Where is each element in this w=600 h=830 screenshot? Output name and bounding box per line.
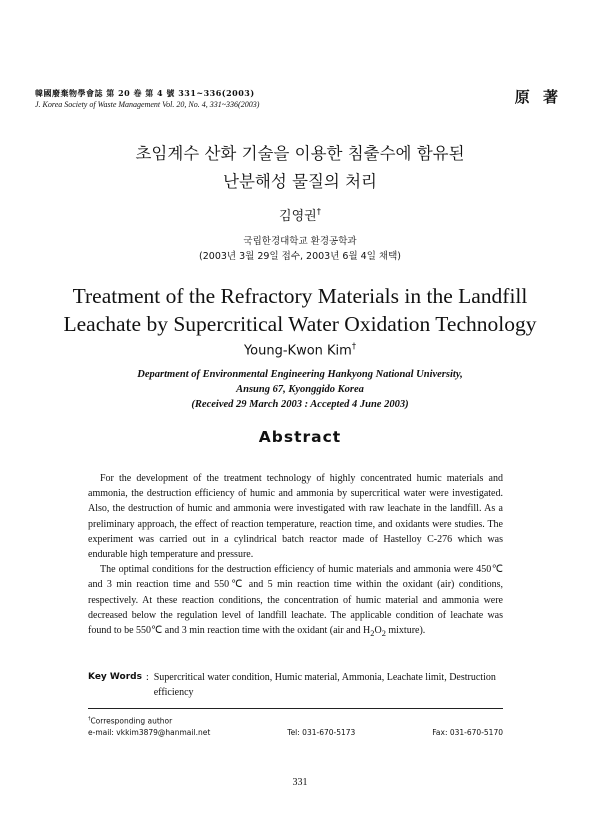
h2o2-subscript-1: 2 bbox=[370, 629, 375, 639]
abstract-paragraph-1: For the development of the treatment technology of highly concentrated humic materials and ammonia, the destruction efficiency of humic and ammonia by supercritical water were investigated. Also, the destruction of humic and ammonia were investigated with raw leachate in the landfill. As a preliminary approach, the effect of reaction temperature, reaction time, and oxidants were studies. The experiment was carried out in a cylindrical batch reactor made of Hastelloy C-276 which was endurable high temperature and pressure. bbox=[88, 473, 503, 561]
english-author-name: Young-Kwon Kim bbox=[243, 343, 352, 359]
korean-affiliation bbox=[0, 234, 600, 264]
abstract-paragraph-2-end: mixture). bbox=[385, 625, 426, 637]
footnote-fax: Fax: 031-670-5170 bbox=[432, 727, 503, 737]
footnote-divider bbox=[88, 708, 503, 709]
korean-author-name: 김영권 bbox=[279, 209, 317, 224]
keywords-value: Supercritical water condition, Humic material, Ammonia, Leachate limit, Destruction efficiency bbox=[153, 672, 496, 698]
korean-title-line2: 난분해성 물질의 처리 bbox=[223, 172, 377, 191]
korean-author-mark: † bbox=[316, 206, 321, 217]
h2o2-o: O bbox=[374, 625, 382, 637]
korean-title-line1: 초임계수 산화 기술을 이용한 침출수에 함유된 bbox=[135, 144, 465, 163]
keywords-separator: : bbox=[145, 672, 149, 683]
korean-dates: (2003년 3월 29일 접수, 2003년 6월 4일 채택) bbox=[199, 251, 401, 262]
english-affiliation-line2: Ansung 67, Kyonggido Korea bbox=[236, 384, 364, 395]
korean-affiliation-name: 국립한경대학교 환경공학과 bbox=[243, 236, 357, 247]
korean-author bbox=[0, 205, 600, 224]
english-affiliation-line1: Department of Environmental Engineering Hankyong National University, bbox=[137, 369, 463, 380]
footnote-email: e-mail: vkkim3879@hanmail.net bbox=[88, 727, 211, 737]
abstract-heading: Abstract bbox=[258, 428, 342, 446]
footnote-tel: Tel: 031-670-5173 bbox=[287, 727, 356, 737]
abstract-paragraph-2 bbox=[88, 562, 503, 641]
abstract-body bbox=[88, 471, 503, 641]
footnote-label: Corresponding author bbox=[90, 716, 173, 726]
abstract-paragraph-2-text: The optimal conditions for the destruction efficiency of humic materials and ammonia were 450℃ and 3 min reaction time and 550℃ and 5 min reaction time within the oxidant (air) conditions, respectively. At these reaction conditions, the concentration of humic material and ammonia were decreased below the regulation level of landfill leachate. The applicable condition of leachate was found to be 550℃ and 3 min reaction time with the oxidant (air and H bbox=[88, 564, 503, 637]
english-title-line1: Treatment of the Refractory Materials in the Landfill bbox=[72, 284, 528, 308]
journal-citation-en: J. Korea Society of Waste Management Vol. 20, No. 4, 331~336(2003) bbox=[35, 100, 260, 109]
english-author bbox=[0, 341, 600, 358]
journal-citation bbox=[35, 88, 259, 110]
article-type-badge: 原 著 bbox=[514, 88, 562, 106]
english-dates: (Received 29 March 2003 : Accepted 4 June 2003) bbox=[191, 399, 409, 410]
keywords-label: Key Words bbox=[88, 672, 142, 682]
journal-citation-ko: 韓國廢棄物學會誌 第 20 卷 第 4 號 331~336(2003) bbox=[35, 88, 255, 98]
h2o2-subscript-2: 2 bbox=[381, 629, 386, 639]
korean-title bbox=[0, 140, 600, 196]
english-title-line2: Leachate by Supercritical Water Oxidation Technology bbox=[63, 312, 537, 336]
footnote-mark: † bbox=[88, 716, 91, 722]
english-affiliation bbox=[0, 367, 600, 412]
keywords bbox=[88, 670, 508, 700]
english-author-mark: † bbox=[351, 341, 357, 351]
footnote-corresponding bbox=[88, 714, 503, 727]
footnote-contact-row bbox=[88, 727, 503, 738]
page-number: 331 bbox=[292, 777, 308, 788]
english-title bbox=[0, 282, 600, 338]
footnote bbox=[88, 714, 503, 738]
